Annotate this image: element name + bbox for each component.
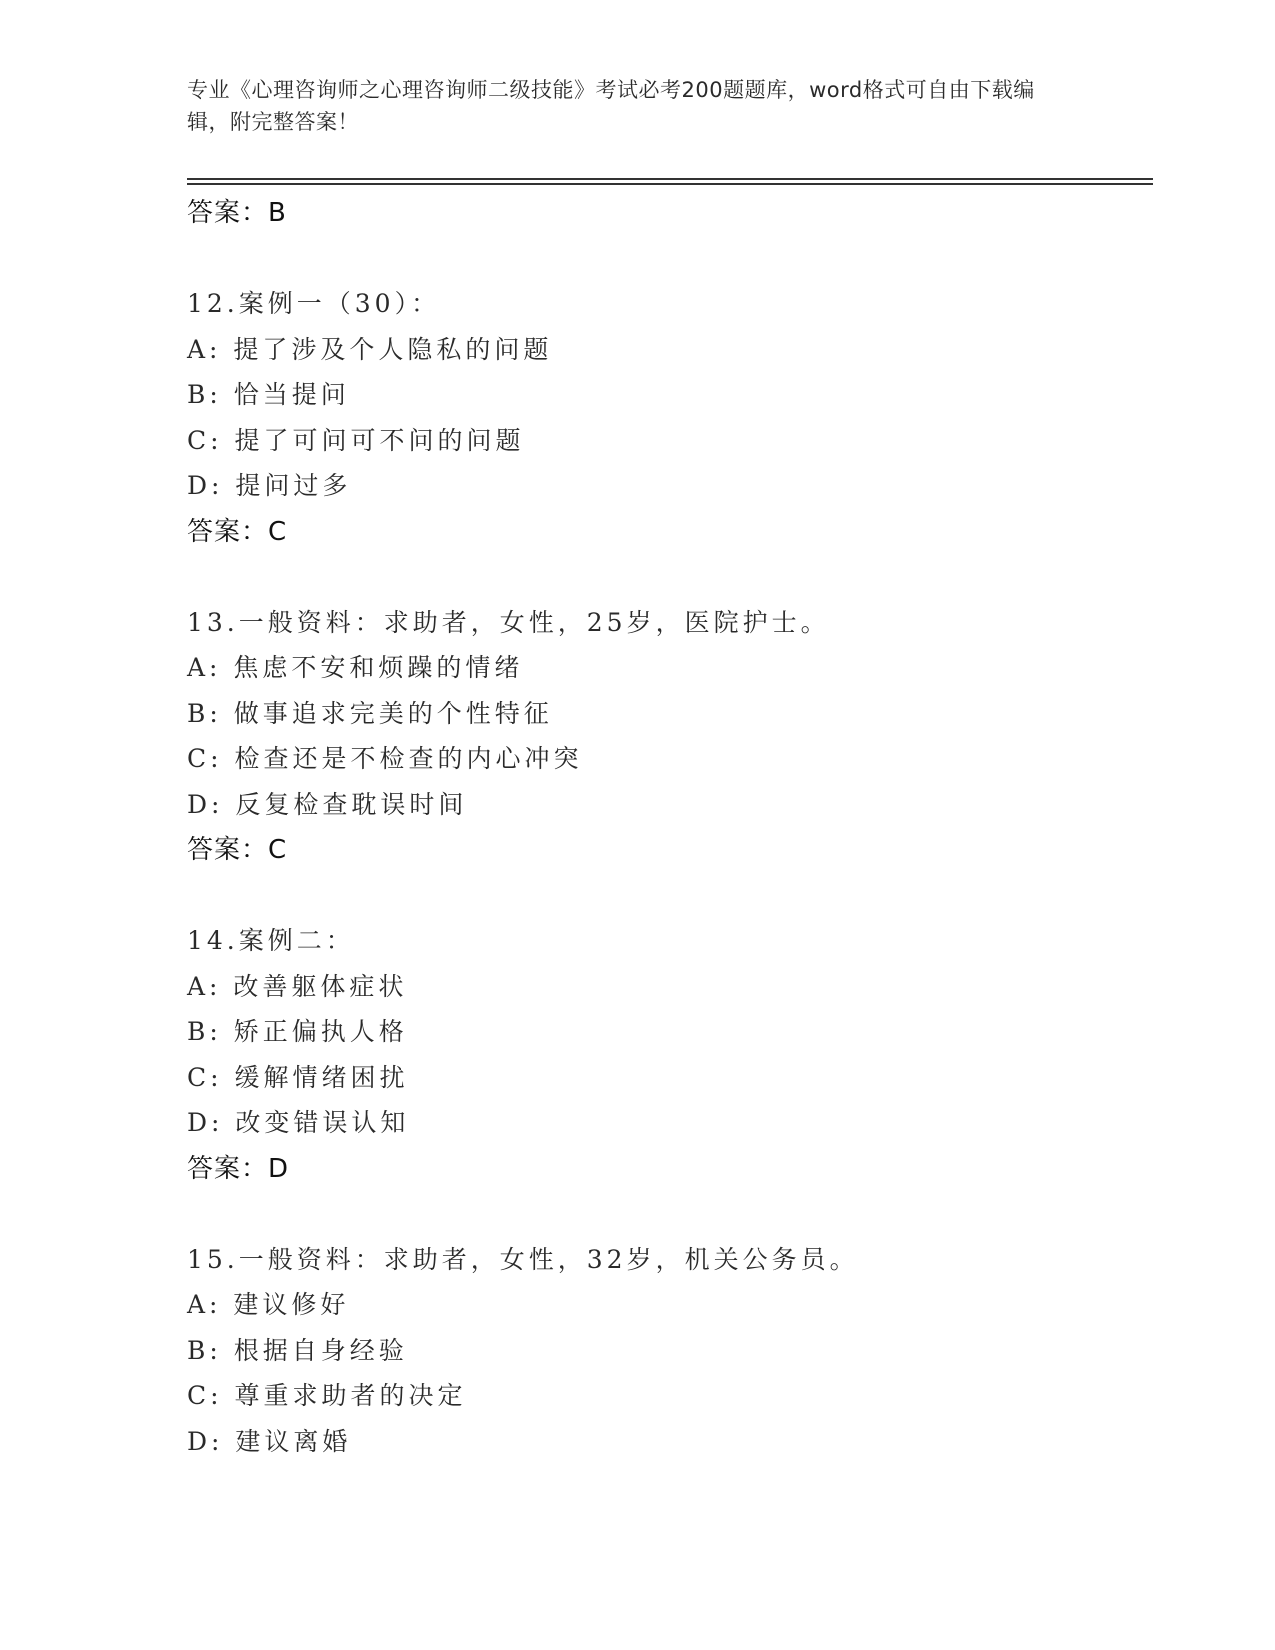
answer-line: 答案：D bbox=[187, 1153, 290, 1184]
option-c: C: 缓解情绪困扰 bbox=[187, 1062, 409, 1092]
question-stem: 12.案例一（30）： bbox=[187, 289, 441, 318]
question-stem: 13.一般资料：求助者，女性，25岁，医院护士。 bbox=[187, 607, 830, 637]
option-d: D: 反复检查耽误时间 bbox=[187, 789, 468, 819]
option-b: B: 恰当提问 bbox=[187, 380, 350, 409]
question-list bbox=[187, 190, 1153, 1464]
question-stem: 14.案例二： bbox=[187, 926, 355, 955]
option-b: B: 矫正偏执人格 bbox=[187, 1017, 408, 1046]
option-c: C: 提了可问可不问的问题 bbox=[187, 425, 525, 455]
option-c: C: 检查还是不检查的内心冲突 bbox=[187, 744, 583, 773]
question-block-12 bbox=[187, 281, 1153, 555]
answer-line: 答案：B bbox=[187, 198, 287, 228]
option-b: B: 做事追求完美的个性特征 bbox=[187, 698, 553, 728]
option-a: A: 焦虑不安和烦躁的情绪 bbox=[187, 653, 524, 682]
option-d: D: 改变错误认知 bbox=[187, 1108, 410, 1137]
option-a: A: 建议修好 bbox=[187, 1290, 350, 1319]
option-a: A: 提了涉及个人隐私的问题 bbox=[187, 334, 553, 364]
option-a: A: 改善躯体症状 bbox=[187, 971, 408, 1001]
answer-line: 答案：C bbox=[187, 835, 288, 865]
question-block-15 bbox=[187, 1237, 1153, 1465]
option-d: D: 提问过多 bbox=[187, 471, 352, 500]
option-b: B: 根据自身经验 bbox=[187, 1335, 408, 1365]
option-d: D: 建议离婚 bbox=[187, 1426, 352, 1456]
header-divider-top bbox=[187, 178, 1153, 180]
header-divider-bottom bbox=[187, 183, 1153, 185]
question-block-13 bbox=[187, 600, 1153, 874]
option-c: C: 尊重求助者的决定 bbox=[187, 1381, 467, 1410]
answer-line: 答案：C bbox=[187, 516, 288, 547]
question-block-14 bbox=[187, 918, 1153, 1192]
question-stem: 15.一般资料：求助者，女性，32岁，机关公务员。 bbox=[187, 1244, 859, 1274]
document-header: 专业《心理咨询师之心理咨询师二级技能》考试必考200题题库，word格式可自由下载编辑，附完整答案！ bbox=[187, 78, 1035, 134]
